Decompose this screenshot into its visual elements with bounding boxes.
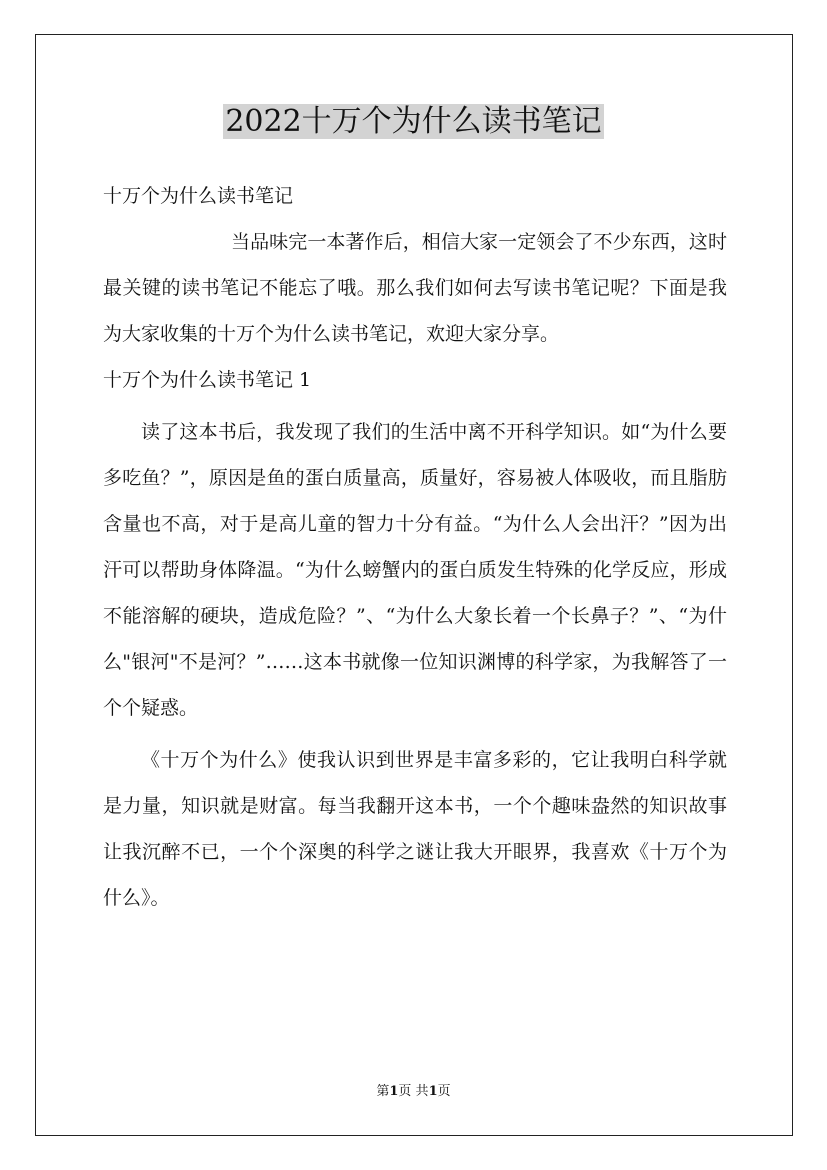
subtitle: 十万个为什么读书笔记 — [103, 185, 294, 207]
document-title-wrap — [0, 100, 827, 144]
footer-page-prefix: 第 — [376, 1084, 390, 1099]
body-paragraph-2: 《十万个为什么》使我认识到世界是丰富多彩的，它让我明白科学就是力量，知识就是财富。每当我翻开这本书，一个个趣味盎然的知识故事让我沉醉不已，一个个深奥的科学之谜让我大开眼界，我喜欢《十万个为什么》。 — [103, 749, 727, 909]
document-title: 2022十万个为什么读书笔记 — [225, 104, 602, 139]
page-footer — [0, 1083, 827, 1101]
footer-page-mid: 页 共 — [398, 1084, 429, 1099]
footer-page-suffix: 页 — [437, 1084, 451, 1099]
document-body — [103, 173, 727, 921]
intro-paragraph: 当品味完一本著作后，相信大家一定领会了不少东西，这时最关键的读书笔记不能忘了哦。那么我们如何去写读书笔记呢？下面是我为大家收集的十万个为什么读书笔记，欢迎大家分享。 — [103, 231, 727, 345]
footer-page-current: 1 — [389, 1084, 399, 1099]
body-paragraph-1: 读了这本书后，我发现了我们的生活中离不开科学知识。如“为什么要多吃鱼？”，原因是鱼的蛋白质量高，质量好，容易被人体吸收，而且脂肪含量也不高，对于是高儿童的智力十分有益。“为什么人会出汗？”因为出汗可以帮助身体降温。“为什么螃蟹内的蛋白质发生特殊的化学反应，形成不能溶解的硬块，造成危险？”、“为什么大象长着一个长鼻子？”、“为什么"银河"不是河？”……这本书就像一位知识渊博的科学家，为我解答了一个个疑惑。 — [103, 421, 727, 719]
section-heading: 十万个为什么读书笔记 1 — [103, 369, 312, 391]
footer-page-total: 1 — [428, 1084, 438, 1099]
